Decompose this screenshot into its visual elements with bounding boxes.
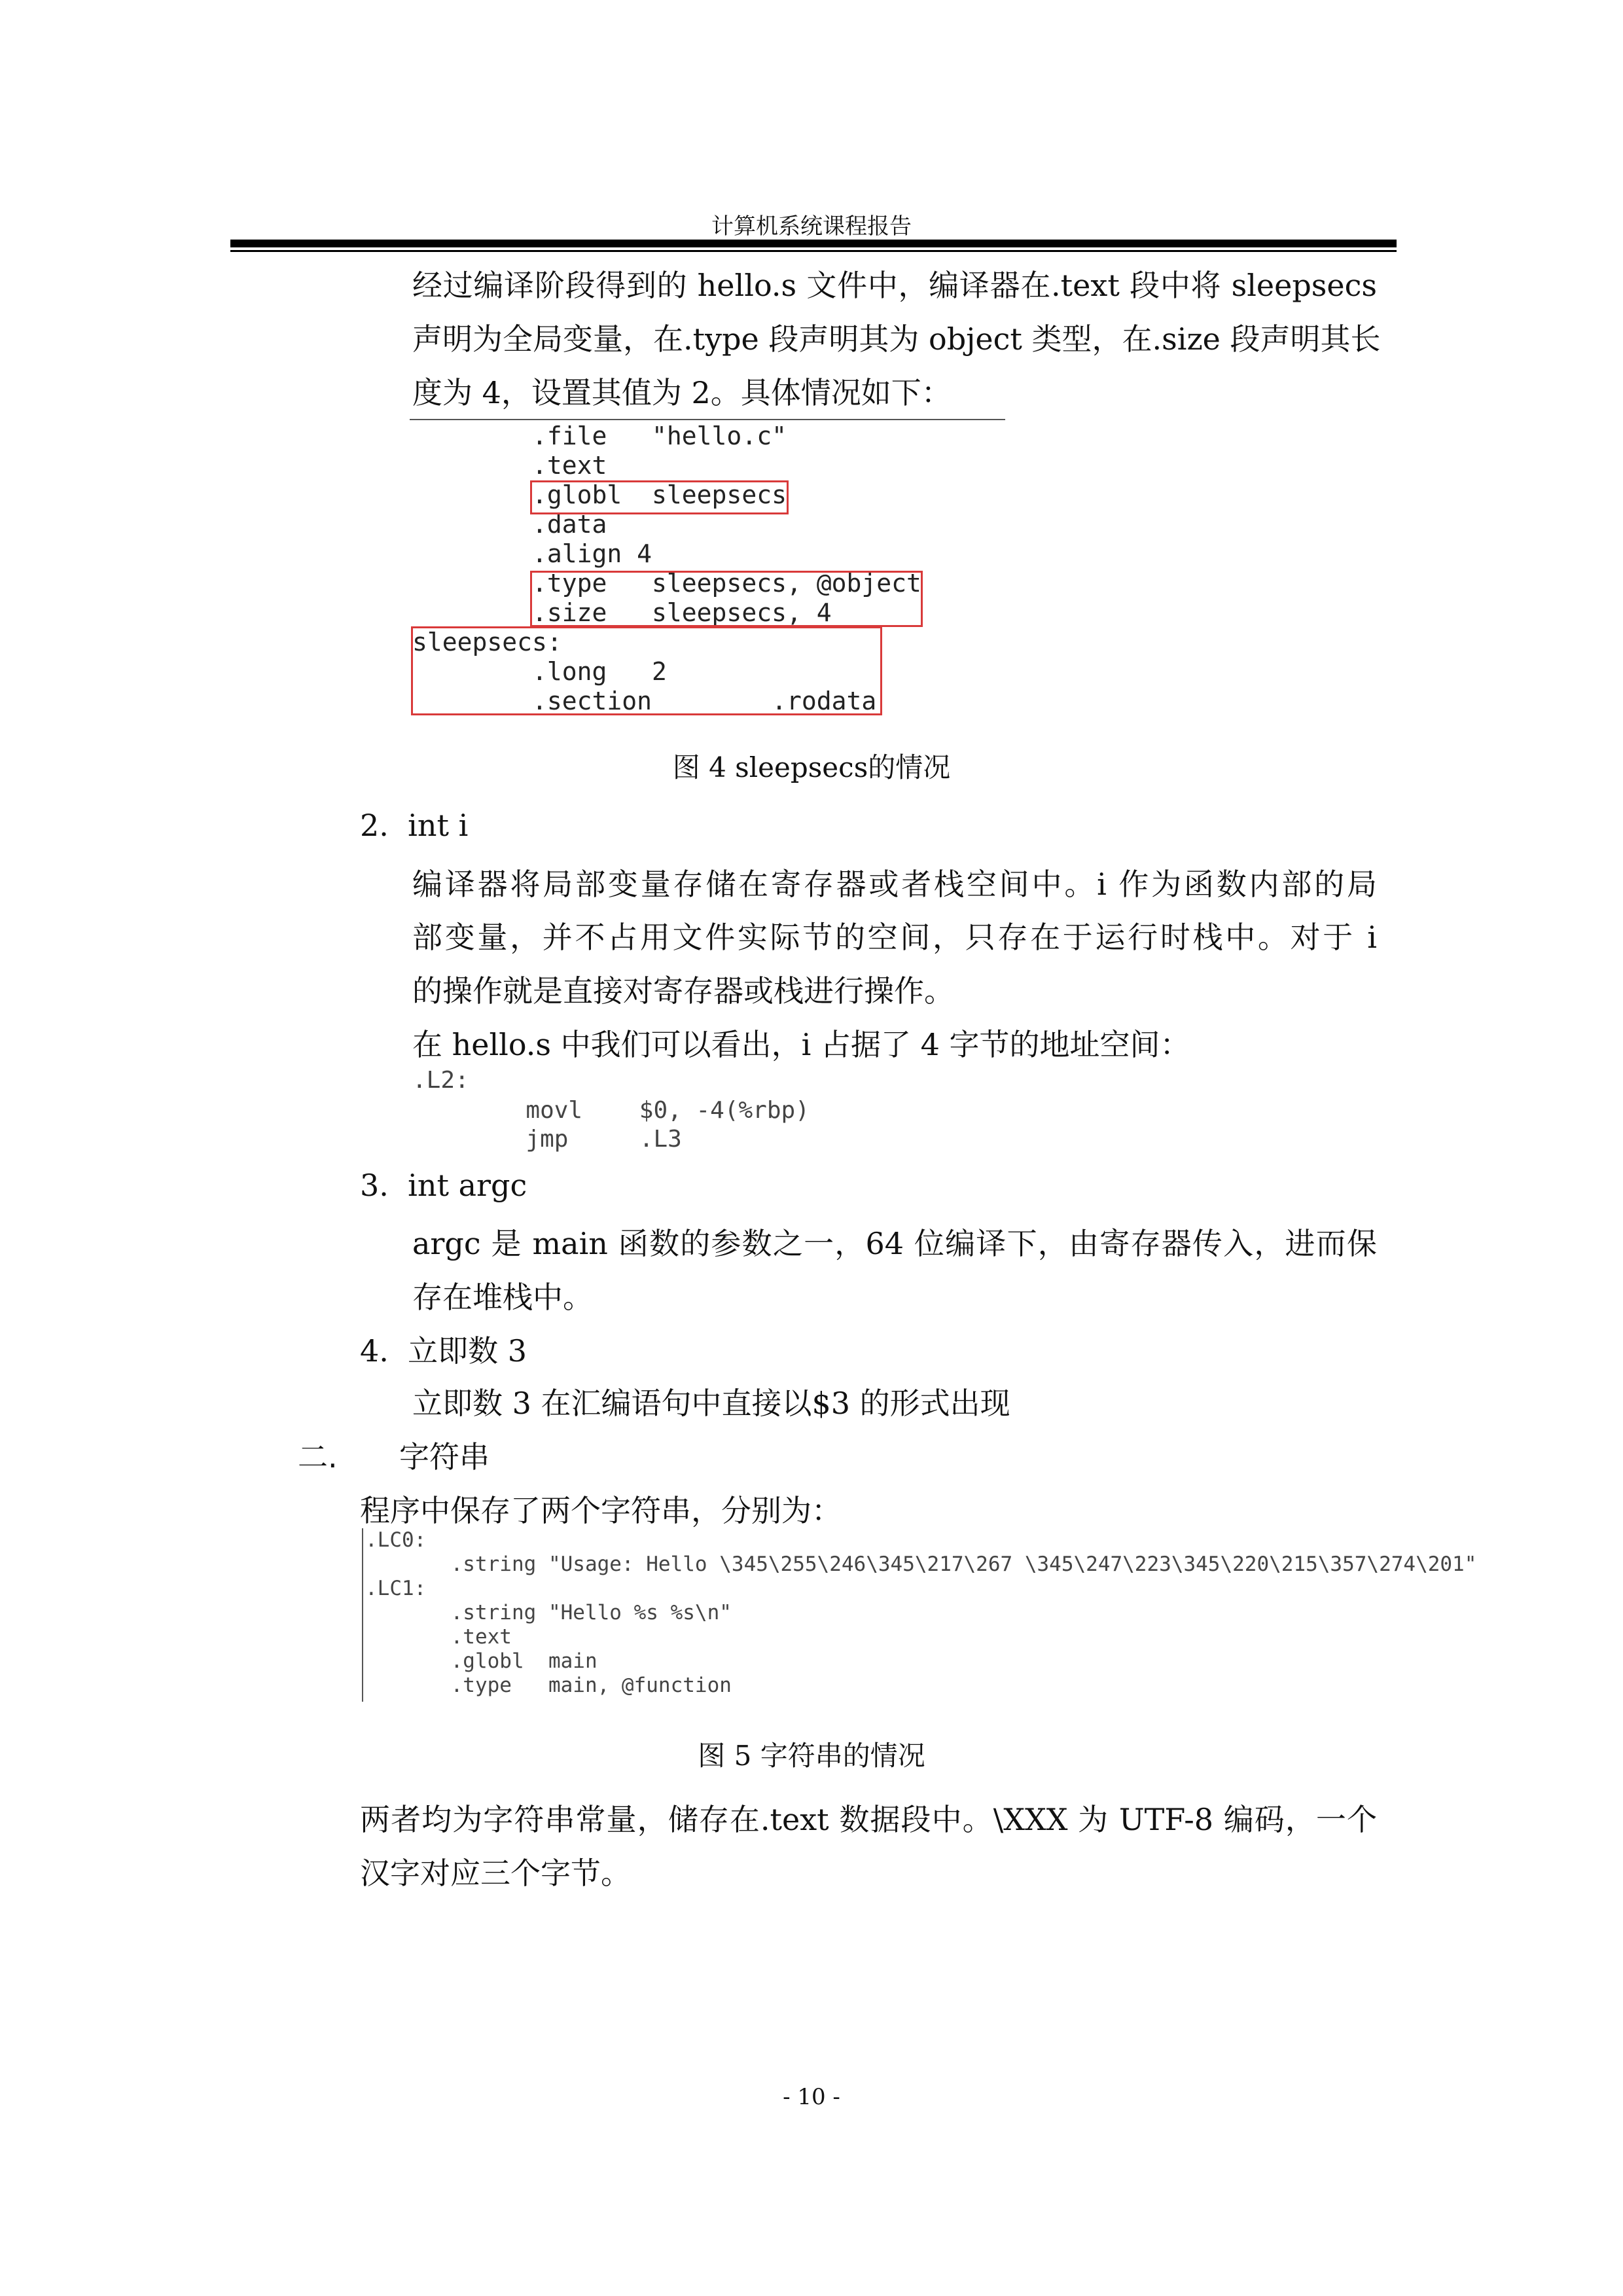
code1-line-3: .globl sleepsecs bbox=[412, 480, 787, 509]
item3-heading: 3. int argc bbox=[360, 1168, 527, 1203]
code1-line-6: .type sleepsecs, @object bbox=[412, 569, 921, 598]
code1-line-10: .section .rodata bbox=[412, 687, 877, 715]
highlight-box-type-size bbox=[530, 571, 923, 627]
item2-line-3: 的操作就是直接对寄存器或栈进行操作。 bbox=[412, 973, 954, 1009]
figure5-caption: 图 5 字符串的情况 bbox=[698, 1740, 925, 1772]
code1-line-5: .align 4 bbox=[412, 539, 652, 568]
item4-line-1: 立即数 3 在汇编语句中直接以$3 的形式出现 bbox=[412, 1386, 1010, 1421]
highlight-box-globl bbox=[530, 480, 789, 514]
running-header-title: 计算机系统课程报告 bbox=[711, 213, 912, 240]
header-rule-thin bbox=[230, 250, 1397, 252]
code1-line-9: .long 2 bbox=[412, 657, 667, 686]
item2-line-1: 编译器将局部变量存储在寄存器或者栈空间中。i 作为函数内部的局 bbox=[412, 867, 1377, 902]
header-rule-thick bbox=[230, 240, 1397, 247]
page-number: - 10 - bbox=[783, 2084, 840, 2110]
code1-line-1: .file "hello.c" bbox=[412, 422, 787, 450]
code3-line-2: .string "Usage: Hello \345\255\246\345\217\267 \345\247\223\345\220\215\357\274\201" bbox=[365, 1552, 1477, 1576]
code-figure-top-rule bbox=[410, 419, 1005, 420]
item2-heading: 2. int i bbox=[360, 808, 469, 843]
code3-line-4: .string "Hello %s %s\n" bbox=[365, 1601, 732, 1624]
section2-title: 字符串 bbox=[399, 1439, 490, 1475]
highlight-box-sleepsecs-label bbox=[411, 626, 882, 715]
code2-line-3: jmp .L3 bbox=[412, 1126, 682, 1153]
section2-intro: 程序中保存了两个字符串，分别为： bbox=[360, 1493, 842, 1528]
intro-line-1: 经过编译阶段得到的 hello.s 文件中，编译器在.text 段中将 sleepsecs bbox=[412, 268, 1377, 303]
section2-number: 二. bbox=[298, 1439, 338, 1475]
item3-line-2: 存在堆栈中。 bbox=[412, 1280, 593, 1315]
figure4-caption: 图 4 sleepsecs的情况 bbox=[672, 751, 951, 783]
closing-line-2: 汉字对应三个字节。 bbox=[360, 1856, 631, 1891]
closing-line-1: 两者均为字符串常量，储存在.text 数据段中。\XXX 为 UTF-8 编码，一个 bbox=[360, 1802, 1377, 1837]
code1-line-7: .size sleepsecs, 4 bbox=[412, 598, 832, 627]
intro-line-3: 度为 4，设置其值为 2。具体情况如下： bbox=[412, 375, 952, 410]
code3-line-1: .LC0: bbox=[365, 1528, 427, 1552]
code1-line-2: .text bbox=[412, 451, 607, 480]
item4-heading: 4. 立即数 3 bbox=[360, 1333, 527, 1369]
code1-line-4: .data bbox=[412, 510, 607, 539]
item3-line-1: argc 是 main 函数的参数之一，64 位编译下，由寄存器传入，进而保 bbox=[412, 1226, 1377, 1261]
code3-line-5: .text bbox=[365, 1625, 512, 1649]
code1-line-8: sleepsecs: bbox=[412, 628, 562, 656]
item2-line-2: 部变量，并不占用文件实际节的空间，只存在于运行时栈中。对于 i bbox=[412, 920, 1377, 955]
code3-line-3: .LC1: bbox=[365, 1577, 427, 1600]
code3-line-7: .type main, @function bbox=[365, 1674, 732, 1697]
code3-line-6: .globl main bbox=[365, 1649, 597, 1673]
code2-line-1: .L2: bbox=[412, 1067, 469, 1094]
item2-line-4: 在 hello.s 中我们可以看出，i 占据了 4 字节的地址空间： bbox=[412, 1027, 1190, 1062]
code2-line-2: movl $0, -4(%rbp) bbox=[412, 1097, 810, 1124]
code3-left-border bbox=[362, 1528, 363, 1702]
intro-line-2: 声明为全局变量，在.type 段声明其为 object 类型，在.size 段声明其长 bbox=[412, 321, 1381, 357]
